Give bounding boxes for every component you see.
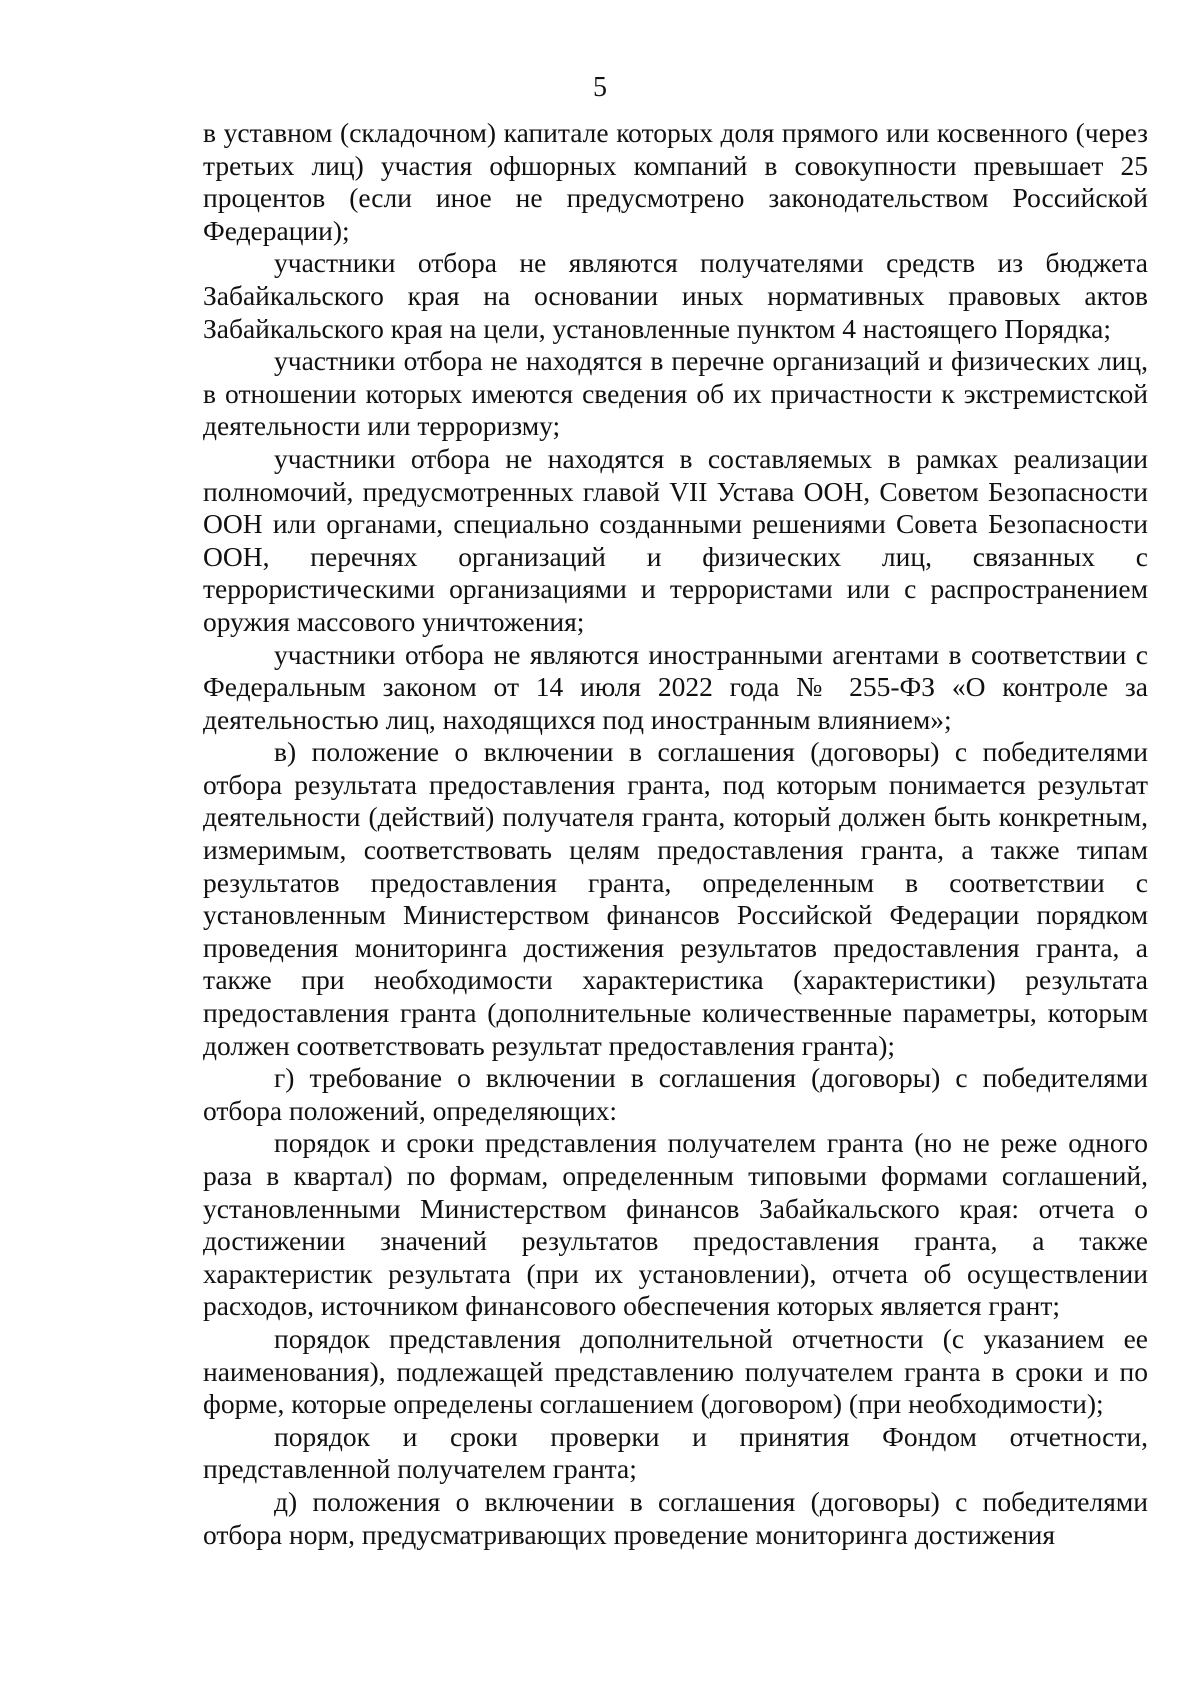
- document-body: [203, 117, 1148, 1551]
- paragraph-budget-condition: участники отбора не являются получателями средств из бюджета Забайкальского края на основании иных нормативных правовых актов Забайкальского края на цели, установленные пунктом 4 настоящего Порядка;: [203, 247, 1148, 344]
- paragraph-verification: порядок и сроки проверки и принятия Фондом отчетности, представленной получателем гранта;: [203, 1420, 1148, 1485]
- paragraph-foreign-agents: участники отбора не являются иностранными агентами в соответствии с Федеральным законом от 14 июля 2022 года № 255-ФЗ «О контроле за деятельностью лиц, находящихся под иностранным влиянием»;: [203, 638, 1148, 735]
- paragraph-continuation: в уставном (складочном) капитале которых доля прямого или косвенного (через третьих лиц) участия офшорных компаний в совокупности превышает 25 процентов (если иное не предусмотрено законодательством Российской Федерации);: [203, 117, 1148, 246]
- paragraph-item-d: д) положения о включении в соглашения (договоры) с победителями отбора норм, предусматривающих проведение мониторинга достижения: [203, 1485, 1148, 1550]
- paragraph-un-sanctions: участники отбора не находятся в составляемых в рамках реализации полномочий, предусмотренных главой VII Устава ООН, Советом Безопасности ООН или органами, специально созданными решениями Совета Безопасности ООН, перечнях организаций и физических лиц, связанных с террористическими организациями и террористами или с распространением оружия массового уничтожения;: [203, 442, 1148, 637]
- paragraph-additional-reporting: порядок представления дополнительной отчетности (с указанием ее наименования), подлежащей представлению получателем гранта в сроки и по форме, которые определены соглашением (договором) (при необходимости);: [203, 1322, 1148, 1420]
- paragraph-item-g: г) требование о включении в соглашения (договоры) с победителями отбора положений, определяющих:: [203, 1062, 1148, 1126]
- paragraph-extremism-list: участники отбора не находятся в перечне организаций и физических лиц, в отношении которых имеются сведения об их причастности к экстремистской деятельности или терроризму;: [203, 345, 1148, 442]
- page-number: 5: [593, 72, 607, 103]
- paragraph-reporting-terms: порядок и сроки представления получателем гранта (но не реже одного раза в квартал) по формам, определенным типовыми формами соглашений, установленными Министерством финансов Забайкальского края: отчета о достижении значений результатов предоставления гранта, а также характеристик результата (при их установлении), отчета об осуществлении расходов, источником финансового обеспечения которых является грант;: [203, 1127, 1148, 1322]
- paragraph-item-v: в) положение о включении в соглашения (договоры) с победителями отбора результата предоставления гранта, под которым понимается результат деятельности (действий) получателя гранта, который должен быть конкретным, измеримым, соответствовать целям предоставления гранта, а также типам результатов предоставления гранта, определенным в соответствии с установленным Министерством финансов Российской Федерации порядком проведения мониторинга достижения результатов предоставления гранта, а также при необходимости характеристика (характеристики) результата предоставления гранта (дополнительные количественные параметры, которым должен соответствовать результат предоставления гранта);: [203, 736, 1148, 1061]
